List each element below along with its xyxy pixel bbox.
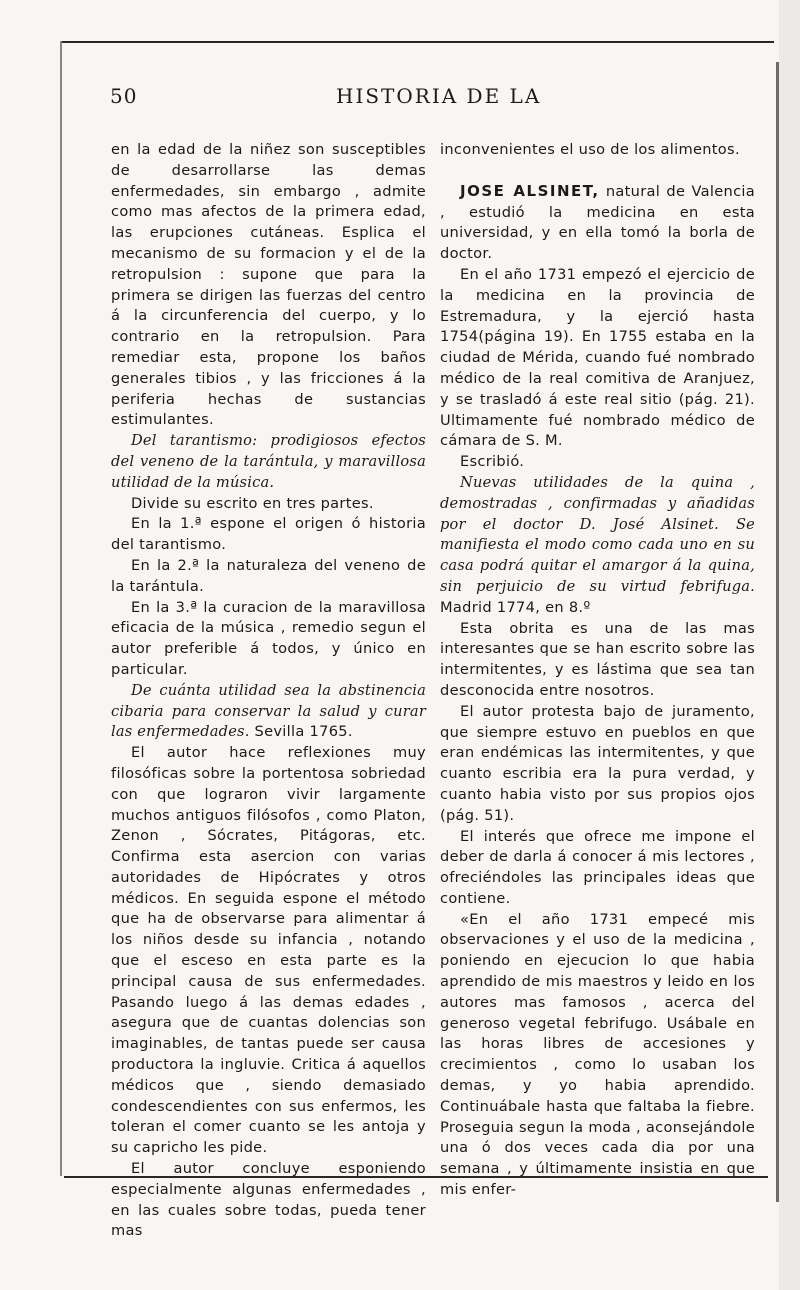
paragraph: El autor concluye esponiendo especialmente algunas enfermedades , en las cuales sobre todas, pueda tener mas — [111, 1160, 426, 1240]
paragraph: en la edad de la niñez son susceptibles de desarrollarse las demas enfermedades, sin embargo , admite como mas afectos de la primera edad, las erupciones cutáneas. Esplica el mecanismo de su formacion y el de la retropulsion : supone que para la primera se dirigen las fuerzas del centro á la circunferencia del cuerpo, y lo contrario en la retropulsion. Para remediar esta, propone los baños generales tibios , y las fricciones á la periferia hechas de sustancias estimulantes. — [111, 141, 426, 429]
page-header — [110, 84, 710, 114]
section-title — [440, 473, 755, 619]
paragraph: El interés que ofrece me impone el deber de darla á conocer á mis lectores , ofreciéndoles las principales ideas que contiene. — [440, 827, 755, 907]
author-entry — [440, 181, 755, 265]
paragraph: «En el año 1731 empecé mis observaciones y el uso de la medicina , poniendo en ejecucion lo que habia aprendido de mis maestros y leido en los autores mas famosos , acerca del generoso vegetal febrifugo. Usábale en las horas libres de accesiones y crecimientos , como lo usaban los demas, y yo habia aprendido. Continuábale hasta que faltaba la fiebre. Proseguia segun la moda , aconsejándole una ó dos veces cada dia por una semana , y últimamente insistia en que mis enfer- — [440, 910, 755, 1199]
paragraph: Esta obrita es una de las mas interesantes que se han escrito sobre las intermitentes, y es lástima que sea tan desconocida entre nosotros. — [440, 619, 755, 699]
paragraph: En la 3.ª la curacion de la maravillosa eficacia de la música , remedio segun el autor preferible á todos, y único en particular. — [111, 598, 426, 678]
page-number: 50 — [110, 84, 138, 108]
section-title — [111, 431, 426, 493]
work-title: De cuánta utilidad sea la abstinencia cibaria para conservar la salud y curar las enfermedades. — [111, 681, 426, 741]
paragraph: inconvenientes el uso de los alimentos. — [440, 141, 740, 158]
paragraph: Escribió. — [460, 453, 525, 471]
paragraph: Divide su escrito en tres partes. — [131, 494, 374, 512]
paragraph: En la 2.ª la naturaleza del veneno de la tarántula. — [111, 556, 426, 595]
paragraph: En el año 1731 empezó el ejercicio de la medicina en la provincia de Estremadura, y la ejerció hasta 1754(página 19). En 1755 estaba en la ciudad de Mérida, cuando fué nombrado médico de la real comitiva de Aranjuez, y se trasladó á este real sitio (pág. 21). Ultimamente fué nombrado médico de cámara de S. M. — [440, 265, 755, 450]
imprint: Madrid 1774, en 8.º — [440, 598, 591, 616]
paragraph: El autor hace reflexiones muy filosóficas sobre la portentosa sobriedad con que lograron vivir largamente muchos antiguos filósofos , como Platon, Zenon , Sócrates, Pitágoras, etc. Confirma esta asercion con varias autoridades de Hipócrates y otros médicos. En seguida espone el método que ha de observarse para alimentar á los niños desde su infancia , notando que el esceso en esta parte es la principal causa de sus enfermedades. Pasando luego á las demas edades , asegura que de cuantas dolencias son imaginables, de tantas puede ser causa productora la ingluvie. Critica á aquellos médicos que , siendo demasiado condescendientes con sus enfermos, les toleran el comer cuanto se les antoja y su capricho les pide. — [111, 744, 426, 1157]
right-column — [440, 140, 755, 1201]
gutter-shadow — [779, 0, 800, 1290]
work-title: Nuevas utilidades de la quina , demostradas , confirmadas y añadidas por el doctor D. José Alsinet. Se manifiesta el modo como cada uno en su casa podrá quitar el amargor á la quina, sin perjuicio de su virtud febrifuga. — [440, 473, 755, 595]
paragraph: El autor protesta bajo de juramento, que siempre estuvo en pueblos en que eran endémicas las intermitentes, y que cuanto escribia era la pura verdad, y cuanto habia visto por sus propios ojos (pág. 51). — [440, 702, 755, 824]
author-bio: natural de Valencia , estudió la medicina en esta universidad, y en ella tomó la borla de doctor. — [440, 182, 756, 263]
paragraph: En la 1.ª espone el origen ó historia del tarantismo. — [111, 515, 426, 554]
left-column — [111, 140, 426, 1242]
imprint: Sevilla 1765. — [249, 723, 353, 741]
page-border-top — [62, 41, 774, 43]
author-name: JOSE ALSINET, — [460, 181, 600, 200]
work-title: Del tarantismo: prodigiosos efectos del veneno de la tarántula, y maravillosa utilidad de la música. — [111, 432, 426, 491]
running-title: HISTORIA DE LA — [336, 84, 542, 108]
section-title — [111, 681, 426, 743]
page-border-left — [60, 41, 62, 1176]
